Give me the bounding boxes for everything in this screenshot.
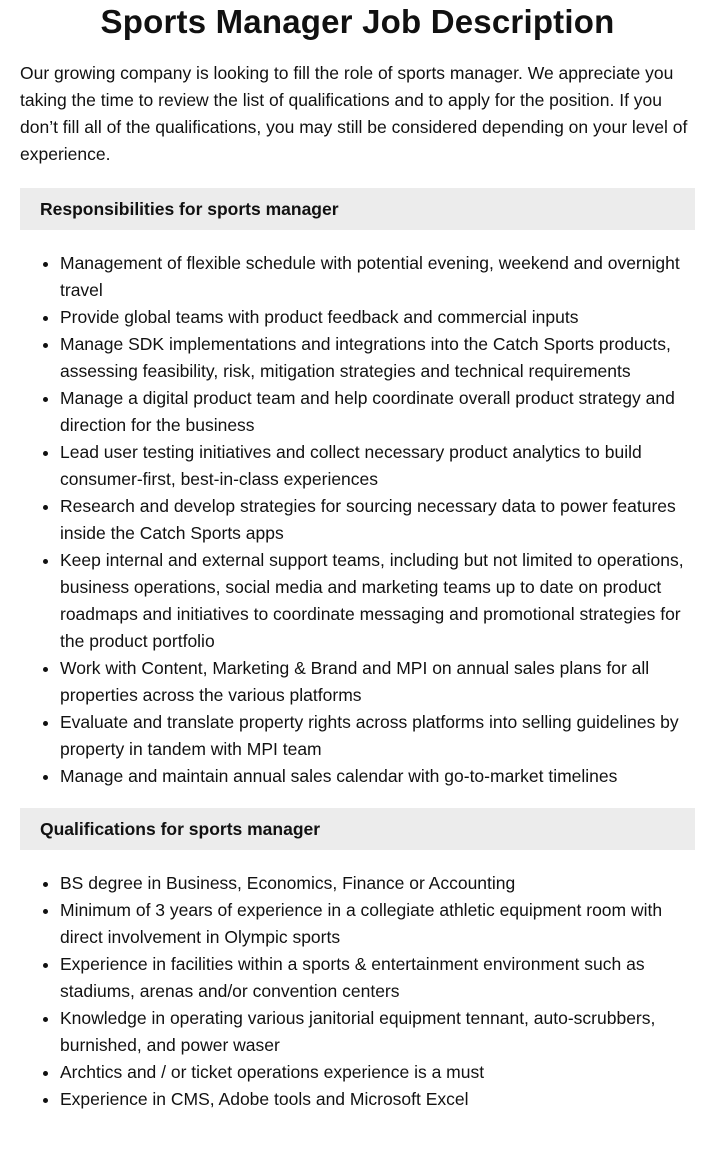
responsibilities-list xyxy=(20,250,695,790)
list-item: • Archtics and / or ticket operations experience is a must xyxy=(60,1059,695,1086)
list-item: • Manage a digital product team and help coordinate overall product strategy and direction for the business xyxy=(60,385,695,439)
qualifications-heading xyxy=(20,808,695,850)
qualifications-heading-label: Qualifications for sports manager xyxy=(40,818,321,839)
list-item: • Management of flexible schedule with potential evening, weekend and overnight travel xyxy=(60,250,695,304)
list-item: • Lead user testing initiatives and collect necessary product analytics to build consumer-first, best-in-class experiences xyxy=(60,439,695,493)
qualifications-list xyxy=(20,870,695,1113)
list-item: • Work with Content, Marketing & Brand and MPI on annual sales plans for all properties across the various platforms xyxy=(60,655,695,709)
responsibilities-heading xyxy=(20,188,695,230)
list-item: • Keep internal and external support teams, including but not limited to operations, business operations, social media and marketing teams up to date on product roadmaps and initiatives to coordinate messaging and promotional strategies for the product portfolio xyxy=(60,547,695,655)
intro-paragraph: Our growing company is looking to fill the role of sports manager. We appreciate you taking the time to review the list of qualifications and to apply for the position. If you don’t fill all of the qualifications, you may still be considered depending on your level of experience. xyxy=(20,63,688,164)
list-item: • Experience in facilities within a sports & entertainment environment such as stadiums, arenas and/or convention centers xyxy=(60,951,695,1005)
list-item: • Manage and maintain annual sales calendar with go-to-market timelines xyxy=(60,763,695,790)
list-item: • Experience in CMS, Adobe tools and Microsoft Excel xyxy=(60,1086,695,1113)
list-item: • Evaluate and translate property rights across platforms into selling guidelines by property in tandem with MPI team xyxy=(60,709,695,763)
list-item: • BS degree in Business, Economics, Finance or Accounting xyxy=(60,870,695,897)
list-item: • Manage SDK implementations and integrations into the Catch Sports products, assessing feasibility, risk, mitigation strategies and technical requirements xyxy=(60,331,695,385)
page-title: Sports Manager Job Description xyxy=(100,3,615,40)
responsibilities-heading-label: Responsibilities for sports manager xyxy=(40,198,339,219)
list-item: • Research and develop strategies for sourcing necessary data to power features inside the Catch Sports apps xyxy=(60,493,695,547)
list-item: • Knowledge in operating various janitorial equipment tennant, auto-scrubbers, burnished, and power waser xyxy=(60,1005,695,1059)
list-item: • Minimum of 3 years of experience in a collegiate athletic equipment room with direct involvement in Olympic sports xyxy=(60,897,695,951)
list-item: • Provide global teams with product feedback and commercial inputs xyxy=(60,304,695,331)
